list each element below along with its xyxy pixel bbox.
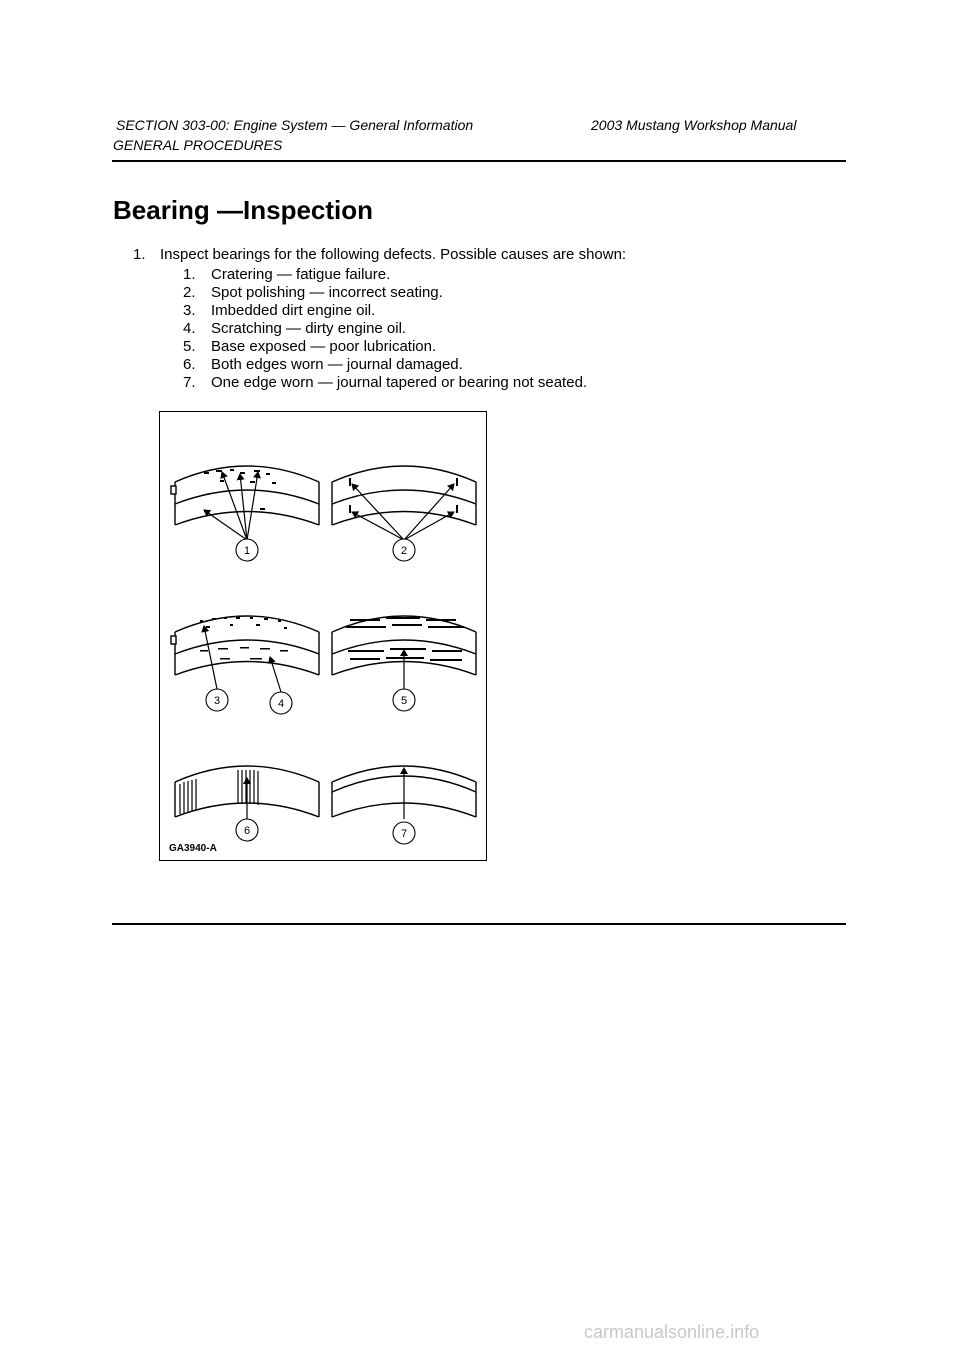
bearing-illustration [160, 412, 488, 862]
spot-polish-marks [349, 478, 458, 513]
header-subsection: GENERAL PROCEDURES [113, 137, 283, 153]
callout-label-5: 5 [400, 695, 408, 707]
callout-label-2: 2 [400, 545, 408, 557]
defect-number: 5. [183, 338, 196, 355]
figure-id: GA3940-A [169, 843, 217, 854]
bearing-shell-3-4 [171, 616, 319, 675]
step-text: Inspect bearings for the following defects. Possible causes are shown: [160, 246, 627, 263]
step-number: 1. [133, 246, 146, 263]
defect-text: Imbedded dirt engine oil. [211, 302, 376, 319]
callout-circles [206, 539, 415, 844]
defect-text: Cratering — fatigue failure. [211, 266, 391, 283]
edge-wear-hatching [180, 770, 258, 814]
bearing-shell-2 [332, 466, 476, 525]
header-section-title: SECTION 303-00: Engine System — General Information [116, 117, 474, 133]
defect-number: 4. [183, 320, 196, 337]
callout-label-3: 3 [213, 695, 221, 707]
callout-label-4: 4 [277, 698, 285, 710]
defect-number: 6. [183, 356, 196, 373]
watermark: carmanualsonline.info [584, 1322, 760, 1342]
header-rule [112, 160, 846, 162]
defect-number: 2. [183, 284, 196, 301]
defect-number: 7. [183, 374, 196, 391]
procedure-step [133, 246, 626, 263]
base-exposed-marks [346, 617, 464, 661]
footer-rule [112, 923, 846, 925]
callout-label-1: 1 [243, 545, 251, 557]
callout-label-6: 6 [243, 825, 251, 837]
defect-text: Scratching — dirty engine oil. [211, 320, 407, 337]
defect-text: Spot polishing — incorrect seating. [211, 284, 443, 301]
defect-text: One edge worn — journal tapered or bearing not seated. [211, 374, 588, 391]
header-manual-title: 2003 Mustang Workshop Manual [591, 117, 797, 133]
defect-text: Base exposed — poor lubrication. [211, 338, 437, 355]
callout-label-7: 7 [400, 828, 408, 840]
defect-number: 3. [183, 302, 196, 319]
defect-list [183, 266, 683, 396]
page-title: Bearing —Inspection [113, 195, 374, 225]
bearing-defects-figure [159, 411, 487, 861]
dirt-scratch-marks [200, 617, 288, 660]
defect-number: 1. [183, 266, 196, 283]
defect-text: Both edges worn — journal damaged. [211, 356, 463, 373]
